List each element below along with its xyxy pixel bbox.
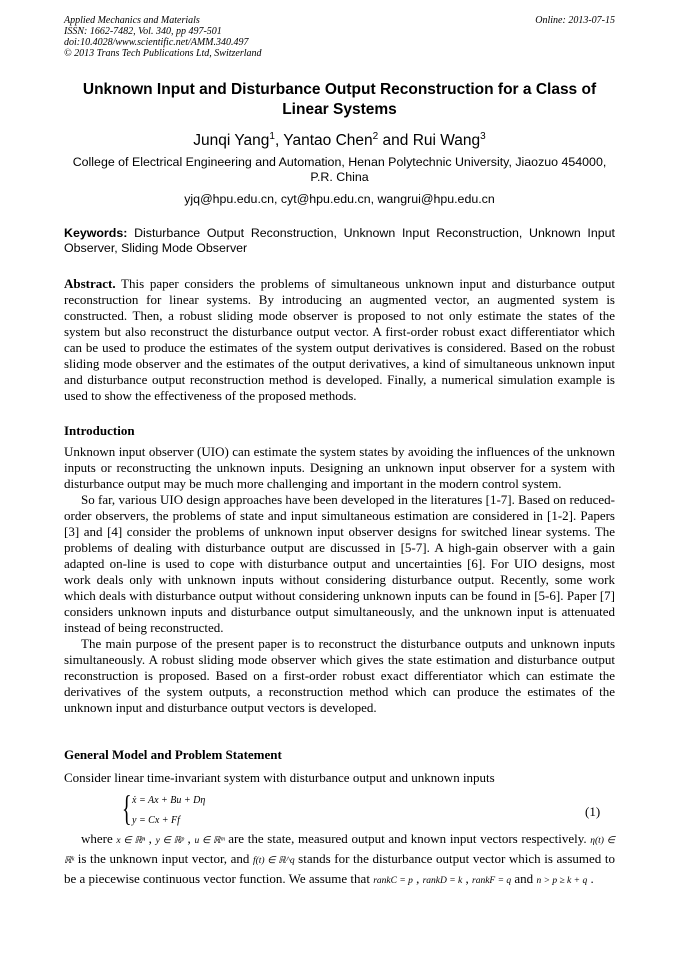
abstract-label: Abstract. [64, 276, 116, 291]
author-emails[interactable]: yjq@hpu.edu.cn, cyt@hpu.edu.cn, wangrui@hpu.edu.cn [184, 192, 495, 206]
math-inline: x ∈ ℝⁿ [116, 836, 145, 846]
author-name: Yantao Chen [283, 132, 373, 150]
affiliation: College of Electrical Engineering and Automation, Henan Polytechnic University, Jiaozuo 454000, P.R. China [72, 155, 607, 184]
keywords-text: Disturbance Output Reconstruction, Unknown Input Reconstruction, Unknown Input Observer, Sliding Mode Observer [64, 226, 615, 255]
keywords [64, 226, 615, 256]
text-run: , [462, 871, 473, 886]
intro-paragraph: So far, various UIO design approaches have been developed in the literatures [1-7]. Based on reduced-order observers, the problems of state and input simultaneous estimation are considered in [1-2]. Papers [3] and [4] consider the problems of unknown input observer designs for switched linear systems. The problems of dealing with disturbance output are discussed in [5-7]. A high-gain observer with a gain adapted on-line is used to cope with disturbance output and uncertainties [6]. For UIO designs, most work deals only with unknown inputs without considering disturbance output. Recently, some work which deals with disturbance output without considering unknown inputs can be found in [5-6]. Paper [7] considers unknown inputs and disturbance output simultaneously, and the unknown input is attenuated instead of being reconstructed. [64, 492, 615, 635]
affiliation-mark: 2 [372, 131, 379, 142]
text-run: . [587, 871, 594, 886]
author-separator: , [274, 132, 284, 150]
text-run: , [412, 871, 423, 886]
author-list [64, 128, 615, 150]
copyright-line: © 2013 Trans Tech Publications Ltd, Switzerland [64, 48, 262, 59]
math-inline: rankC = p [373, 876, 413, 886]
issn-line: ISSN: 1662-7482, Vol. 340, pp 497-501 [64, 26, 222, 37]
equation-brace: { [122, 788, 132, 828]
state-equation: ẋ = Ax + Bu + Dη [132, 795, 206, 806]
text-run: stands for the disturbance output vector which is assumed to be a piecewise continuous vector function. We assume that [64, 851, 615, 886]
text-run: are the state, measured output and known input vectors respectively. [224, 831, 591, 846]
abstract-text: This paper considers the problems of simultaneous unknown input and disturbance output reconstruction for linear systems. By introducing an augmented vector, an augmented system is constructed. Then, a robust sliding mode observer is proposed to not only estimate the states of the system but also reconstruct the disturbance output vector. A first-order robust exact differentiator which can be used to produce the estimates of the system output derivatives is considered. Based on the robust sliding mode observer and the estimates of the output derivatives, a kind of simultaneous unknown input and disturbance output reconstruction method is developed. Finally, a numerical simulation example is used to show the effectiveness of the proposed methods. [64, 276, 615, 403]
introduction-body [64, 444, 615, 716]
math-inline: η(t) ∈ ℝᵏ [64, 836, 616, 866]
variable-definitions [64, 830, 615, 890]
equation-number: (1) [585, 804, 601, 819]
text-run: , [145, 831, 156, 846]
math-inline: rankD = k [422, 876, 463, 886]
output-equation: y = Cx + Ff [132, 815, 180, 826]
affiliation-mark: 3 [480, 131, 486, 142]
author-name: Rui Wang [412, 132, 481, 150]
intro-paragraph: Unknown input observer (UIO) can estimate the system states by avoiding the influences of the unknown inputs or reconstructing the unknown inputs. Designing an unknown input observer for a system with disturbance output may be much more challenging and important in the modern control system. [64, 444, 615, 491]
system-equation [122, 788, 322, 829]
affiliation-mark: 1 [269, 131, 275, 142]
doi-line[interactable]: doi:10.4028/www.scientific.net/AMM.340.497 [64, 37, 249, 48]
online-date: Online: 2013-07-15 [535, 15, 615, 26]
model-heading: General Model and Problem Statement [64, 747, 282, 762]
math-inline: f(t) ∈ ℝ^q [252, 856, 295, 866]
math-inline: y ∈ ℝᵖ [155, 836, 184, 846]
text-run: , [183, 831, 195, 846]
author-name: Junqi Yang [193, 132, 270, 150]
math-inline: rankF = q [472, 876, 512, 886]
text-run: is the unknown input vector, and [74, 851, 253, 866]
introduction-heading: Introduction [64, 423, 135, 438]
text-run: where [81, 831, 117, 846]
model-intro-sentence: Consider linear time-invariant system with disturbance output and unknown inputs [64, 770, 495, 785]
text-run: and [511, 871, 537, 886]
journal-header [64, 15, 615, 59]
author-separator: and [378, 132, 413, 150]
paper-title: Unknown Input and Disturbance Output Reconstruction for a Class of Linear Systems [82, 81, 597, 118]
keywords-label: Keywords: [64, 226, 128, 240]
math-inline: u ∈ ℝᵐ [194, 836, 225, 846]
intro-paragraph: The main purpose of the present paper is to reconstruct the disturbance outputs and unknown inputs simultaneously. A robust sliding mode observer which gives the state estimation and disturbance output reconstruction is proposed. Based on a first-order robust exact differentiator which can estimate the derivatives of the system outputs, a reconstruction method which can produce the estimates of the unknown input and disturbance output vectors is developed. [64, 636, 615, 715]
math-inline: n > p ≥ k + q [536, 876, 588, 886]
journal-name: Applied Mechanics and Materials [64, 15, 200, 26]
abstract [64, 276, 615, 404]
